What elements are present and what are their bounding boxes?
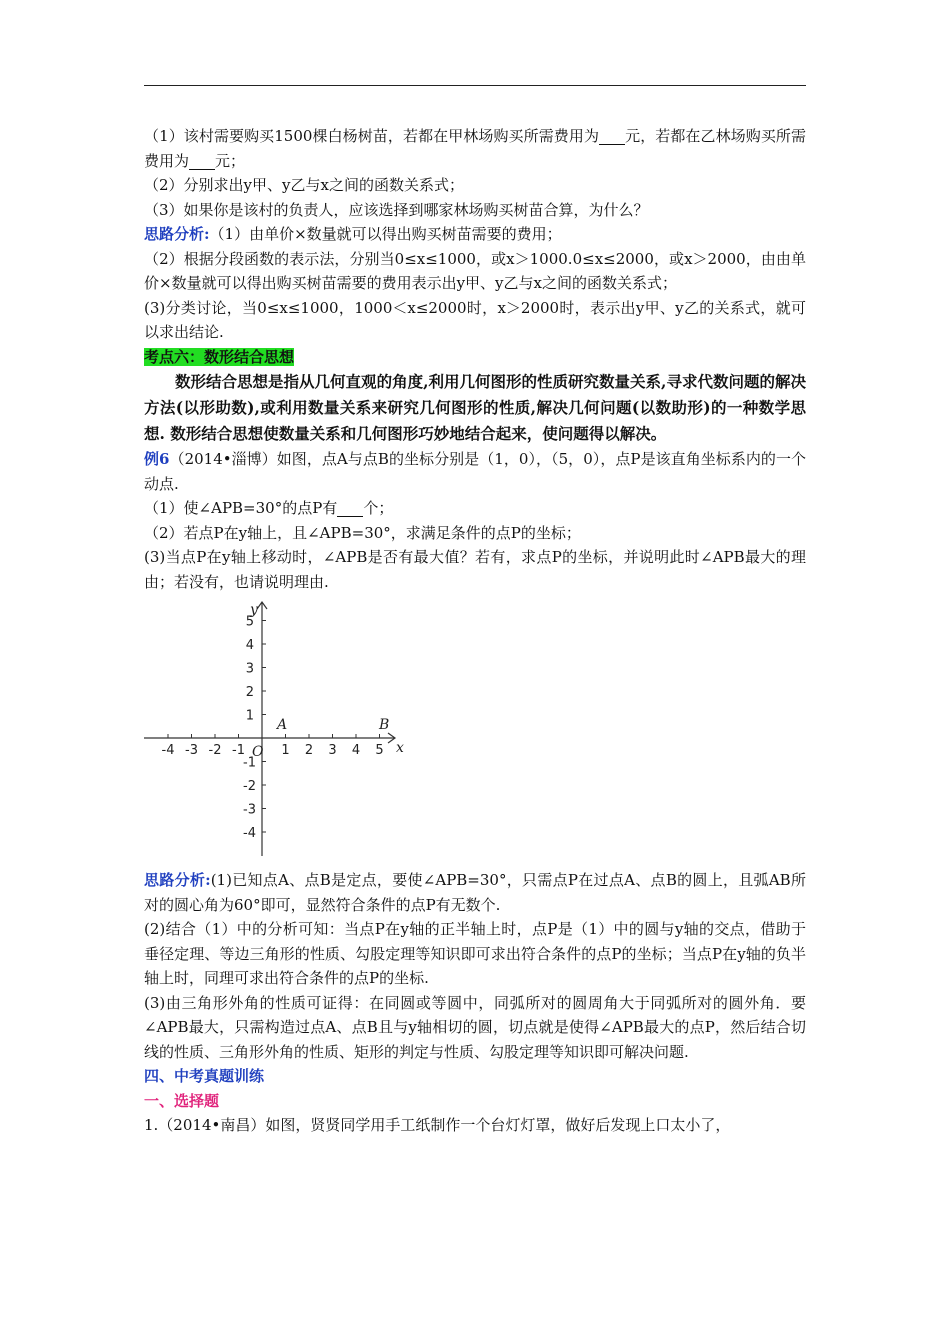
x-tick-label: 5 (375, 743, 384, 758)
coordinate-svg (144, 600, 404, 862)
section6-body: 数形结合思想是指从几何直观的角度,利用几何图形的性质研究数量关系,寻求代数问题的解决方法(以形助数),或利用数量关系来研究几何图形的性质,解决几何问题(以数助形)的一种数学思想. 数形结合思想使数量关系和几何图形巧妙地结合起来，使问题得以解决。 (144, 372, 806, 443)
analysis6-line1: 思路分析:(1)已知点A、点B是定点，要使∠APB=30°，只需点P在过点A、点B的圆上，且弧AB所对的圆心角为60°即可，显然符合条件的点P有无数个. (144, 871, 806, 914)
y-tick-label: -2 (243, 779, 256, 794)
y-tick-label: -3 (243, 802, 256, 818)
q5-part1: （1）该村需要购买1500棵白杨树苗，若都在甲林场购买所需费用为 元，若都在乙林场购买所需费用为 元； (144, 127, 806, 170)
analysis6-line3: (3)由三角形外角的性质可证得：在同圆或等圆中，同弧所对的圆周角大于同弧所对的圆外角．要∠APB最大，只需构造过点A、点B且与y轴相切的圆，切点就是使得∠APB最大的点P，然后结合切线的性质、三角形外角的性质、矩形的判定与性质、勾股定理等知识即可解决问题. (144, 993, 806, 1061)
x-tick-label: 4 (351, 743, 361, 758)
analysis6-line2: (2)结合（1）中的分析可知：当点P在y轴的正半轴上时，点P是（1）中的圆与y轴的交点，借助于垂径定理、等边三角形的性质、勾股定理等知识即可求出符合条件的点P的坐标；当点P在y轴的负半轴上时，同理可求出符合条件的点P的坐标. (144, 920, 806, 987)
point-a-label: A (277, 717, 288, 733)
example6-q1: （1）使∠APB=30°的点P有 个； (144, 499, 394, 517)
section4-title: 四、中考真题训练 (144, 1067, 265, 1085)
q5-part2: （2）分别求出y甲、y乙与x之间的函数关系式； (144, 176, 464, 194)
answer-blank-1 (599, 129, 625, 145)
y-tick-label: 1 (245, 708, 254, 724)
y-axis-label: y (250, 602, 258, 618)
analysis5-line3: (3)分类讨论，当0≤x≤1000，1000＜x≤2000时，x＞2000时，表示出y甲、y乙的关系式，就可以求出结论. (144, 298, 806, 341)
header-rule (144, 85, 806, 86)
x-tick-label: -1 (232, 743, 245, 758)
analysis-label: 思路分析: (144, 225, 210, 243)
example6-intro: 例6（2014•淄博）如图，点A与点B的坐标分别是（1，0），（5，0），点P是该直角坐标系内的一个动点. (144, 450, 806, 493)
y-tick-label: 3 (245, 661, 254, 677)
x-tick-label: 2 (304, 743, 314, 758)
analysis5-line1: 思路分析:（1）由单价×数量就可以得出购买树苗需要的费用； (144, 225, 562, 243)
x-tick-label: -3 (185, 743, 198, 758)
origin-label: O (252, 744, 264, 760)
q5-part3: （3）如果你是该村的负责人，应该选择到哪家林场购买树苗合算，为什么？ (144, 200, 649, 219)
x-tick-label: -4 (161, 743, 175, 758)
x-tick-label: 1 (281, 743, 290, 758)
analysis5-line2: （2）根据分段函数的表示法，分别当0≤x≤1000，或x＞1000.0≤x≤2000，或x＞2000，由由单价×数量就可以得出购买树苗需要的费用表示出y甲、y乙与x之间的函数关系式； (144, 249, 806, 292)
x-tick-label: 3 (328, 743, 337, 758)
page-content (144, 124, 806, 1138)
section4-q1: 1.（2014•南昌）如图，贤贤同学用手工纸制作一个台灯灯罩，做好后发现上口太小了， (144, 1116, 731, 1134)
y-tick-label: 4 (245, 638, 254, 653)
point-b-label: B (379, 717, 390, 733)
x-axis-label: x (396, 740, 404, 756)
y-tick-label: -4 (243, 826, 256, 841)
section4-subtitle: 一、选择题 (144, 1091, 220, 1110)
analysis-label: 思路分析: (144, 871, 211, 889)
answer-blank-3 (337, 501, 363, 517)
example6-q3: (3)当点P在y轴上移动时，∠APB是否有最大值？若有，求点P的坐标，并说明此时∠APB最大的理由；若没有，也请说明理由. (144, 548, 806, 591)
section6-title: 考点六：数形结合思想 (144, 347, 295, 366)
coordinate-graph (144, 600, 806, 862)
x-tick-label: -2 (208, 743, 222, 758)
y-tick-label: 5 (245, 614, 254, 630)
example-label: 例6 (144, 450, 170, 468)
answer-blank-2 (189, 154, 215, 170)
y-tick-label: -1 (243, 755, 256, 771)
y-tick-label: 2 (245, 685, 254, 700)
example6-q2: （2）若点P在y轴上，且∠APB=30°，求满足条件的点P的坐标； (144, 523, 581, 542)
